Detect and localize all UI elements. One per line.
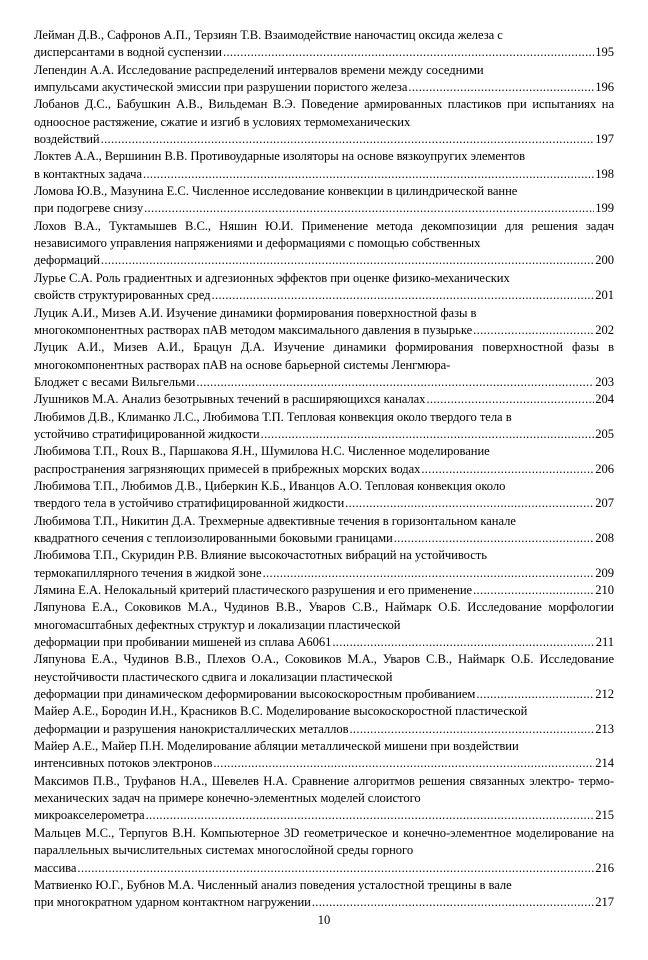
toc-entry-text: Любимова Т.П., Roux B., Паршакова Я.Н., Шумилова Н.С. Численное моделирование — [34, 444, 490, 459]
toc-entry-lastline — [34, 79, 614, 96]
toc-entry-tail: Лушников М.А. Анализ безотрывных течений в расширяющихся каналах — [34, 392, 426, 407]
dot-leader — [101, 252, 594, 269]
dot-leader — [144, 200, 594, 217]
toc-page-number: 210 — [595, 583, 614, 597]
toc-page-number: 195 — [595, 45, 614, 60]
toc-entry — [34, 218, 614, 270]
toc-entry-text: Луцик А.И., Мизев А.И. Изучение динамики формирования поверхностной фазы в — [34, 305, 477, 320]
toc-entry-tail: микроакселерометра — [34, 808, 145, 823]
toc-entry-tail: Блоджет с весами Вильгельми — [34, 374, 196, 389]
toc-entry — [34, 582, 614, 599]
toc-entry-text: Лейман Д.В., Сафронов А.П., Терзиян Т.В. Взаимодействие наночастиц оксида железа с — [34, 28, 503, 42]
toc-entry-text: Ломова Ю.В., Мазунина Е.С. Численное исследование конвекции в цилиндрической ванне — [34, 184, 518, 199]
dot-leader — [312, 894, 594, 911]
toc-entry-text: Любимов Д.В., Климанко Л.С., Любимова Т.П. Тепловая конвекция около твердого тела в — [34, 409, 512, 424]
toc-entry — [34, 773, 614, 825]
toc-entry-tail: воздействий — [34, 132, 100, 147]
toc-page-number: 200 — [595, 253, 614, 268]
toc-entry-lastline — [34, 374, 614, 391]
toc-entry — [34, 651, 614, 703]
toc-page-number: 207 — [595, 496, 614, 511]
toc-page-number: 202 — [595, 322, 614, 337]
dot-leader — [421, 461, 594, 478]
toc-entry-tail: при подогреве снизу — [34, 201, 144, 216]
toc-entry-lastline — [34, 755, 614, 772]
toc-entry-lastline — [34, 461, 614, 478]
toc-entry — [34, 409, 614, 444]
toc-entry-tail: устойчиво стратифицированной жидкости — [34, 426, 260, 441]
dot-leader — [223, 44, 594, 61]
toc-page-number: 205 — [595, 426, 614, 441]
toc-entry-lastline — [34, 200, 614, 217]
toc-entry-tail: квадратного сечения с теплоизолированными боковыми границами — [34, 530, 393, 545]
dot-leader — [77, 860, 594, 877]
toc-entry — [34, 62, 614, 97]
toc-entry-text: Лурье С.А. Роль градиентных и адгезионных эффектов при оценке физико-механических — [34, 270, 510, 285]
toc-entry-tail: распространения загрязняющих примесей в прибрежных морских водах — [34, 461, 421, 476]
toc-entry-tail: деформации при пробивании мишеней из сплава А6061 — [34, 635, 332, 650]
toc-entry-text: Любимова Т.П., Никитин Д.А. Трехмерные адвективные течения в горизонтальном канале — [34, 513, 516, 528]
toc-entry — [34, 27, 614, 62]
toc-page-number: 196 — [595, 80, 614, 95]
toc-entry-lastline — [34, 721, 614, 738]
toc-entry-tail: массива — [34, 860, 77, 875]
dot-leader — [212, 287, 595, 304]
toc-entry — [34, 305, 614, 340]
page-number: 10 — [317, 913, 331, 927]
toc-entry — [34, 703, 614, 738]
toc-entry-lastline — [34, 495, 614, 512]
toc-entry-tail: свойств структурированных сред — [34, 288, 211, 303]
toc-entry-text: Ляпунова Е.А., Соковиков М.А., Чудинов В.В., Уваров С.В., Наймарк О.Б. Исследование морфологии многомасштабных дефектных структур и локализации пластической — [34, 600, 614, 632]
toc-page-number: 198 — [595, 166, 614, 181]
toc-entry-lastline — [34, 44, 614, 61]
toc-entry-tail: дисперсантами в водной суспензии — [34, 45, 222, 60]
dot-leader — [473, 582, 594, 599]
toc-entry-lastline — [34, 807, 614, 824]
toc-page-number: 208 — [595, 530, 614, 545]
toc-entry-lastline — [34, 252, 614, 269]
toc-page-number: 215 — [595, 808, 614, 823]
toc-entry-tail: в контактных задача — [34, 166, 142, 181]
toc-entry-text: Майер А.Е., Бородин И.Н., Красников В.С. Моделирование высокоскоростной пластической — [34, 704, 528, 719]
toc-entry-lastline — [34, 530, 614, 547]
toc-entry — [34, 738, 614, 773]
toc-entry — [34, 391, 614, 408]
toc-entry-text: Лепендин А.А. Исследование распределений интервалов времени между соседними — [34, 62, 484, 77]
toc-entry — [34, 478, 614, 513]
table-of-contents — [34, 27, 614, 912]
toc-entry — [34, 148, 614, 183]
toc-entry-lastline — [34, 894, 614, 911]
toc-page-number: 199 — [595, 201, 614, 216]
toc-entry — [34, 96, 614, 148]
toc-page-number: 204 — [595, 392, 614, 407]
toc-entry-lastline — [34, 686, 614, 703]
toc-entry — [34, 443, 614, 478]
dot-leader — [101, 131, 595, 148]
toc-entry-lastline — [34, 131, 614, 148]
toc-entry — [34, 877, 614, 912]
toc-entry-tail: деформаций — [34, 253, 100, 268]
toc-entry-text: Локтев А.А., Вершинин В.В. Противоударные изоляторы на основе вязкоупругих элементов — [34, 149, 526, 164]
toc-entry — [34, 599, 614, 651]
toc-entry-tail: многокомпонентных растворах пАВ методом максимального давления в пузырьке — [34, 322, 473, 337]
toc-entry — [34, 547, 614, 582]
toc-entry-lastline — [34, 166, 614, 183]
toc-entry-lastline — [34, 582, 614, 599]
toc-entry-lastline — [34, 860, 614, 877]
toc-entry — [34, 270, 614, 305]
toc-entry-lastline — [34, 391, 614, 408]
toc-page-number: 213 — [595, 721, 614, 736]
toc-entry-text: Лохов В.А., Туктамышев В.С., Няшин Ю.И. Применение метода декомпозиции для решения задач независимого управления напряжениями и деформациями с помощью собственных — [34, 218, 614, 251]
toc-entry-tail: деформации и разрушения нанокристаллических металлов — [34, 721, 349, 736]
dot-leader — [143, 166, 594, 183]
toc-entry-tail: интенсивных потоков электронов — [34, 756, 213, 771]
toc-entry-tail: Лямина Е.А. Нелокальный критерий пластического разрушения и его применение — [34, 583, 473, 597]
toc-entry-tail: термокапиллярного течения в жидкой зоне — [34, 565, 262, 580]
toc-entry — [34, 513, 614, 548]
toc-entry-lastline — [34, 426, 614, 443]
dot-leader — [263, 565, 595, 582]
dot-leader — [408, 79, 594, 96]
dot-leader — [196, 374, 594, 391]
toc-entry-text: Майер А.Е., Майер П.Н. Моделирование абляции металлической мишени при воздействии — [34, 739, 519, 754]
dot-leader — [345, 495, 594, 512]
toc-entry-text: Мальцев М.С., Терпугов В.Н. Компьютерное 3D геометрическое и конечно-элементное моделирование на параллельных вычислительных системах многослойной среды горного — [34, 825, 614, 858]
dot-leader — [213, 755, 594, 772]
toc-page-number: 197 — [595, 132, 614, 147]
dot-leader — [394, 530, 595, 547]
dot-leader — [261, 426, 595, 443]
dot-leader — [426, 391, 594, 408]
toc-page-number: 203 — [595, 374, 614, 389]
toc-entry-lastline — [34, 322, 614, 339]
toc-entry-tail: твердого тела в устойчиво стратифицированной жидкости — [34, 496, 345, 511]
dot-leader — [473, 322, 594, 339]
toc-entry — [34, 825, 614, 877]
dot-leader — [349, 721, 594, 738]
dot-leader — [476, 686, 594, 703]
toc-entry-lastline — [34, 287, 614, 304]
toc-page-number: 212 — [595, 687, 614, 702]
toc-entry-text: Любимова Т.П., Любимов Д.В., Циберкин К.Б., Иванцов А.О. Тепловая конвекция около — [34, 478, 506, 493]
toc-page-number: 217 — [595, 895, 614, 910]
toc-entry-lastline — [34, 634, 614, 651]
toc-entry-text: Максимов П.В., Труфанов Н.А., Шевелев Н.А. Сравнение алгоритмов решения связанных электро- термо- механических задач на примере конечно-элементных моделей слоистого — [34, 773, 614, 806]
toc-entry-tail: при многократном ударном контактном нагружении — [34, 895, 311, 910]
toc-entry-text: Луцик А.И., Мизев А.И., Брацун Д.А. Изучение динамики формирования поверхностной фазы в многокомпонентных растворах пАВ на основе барьерной системы Ленгмюра- — [34, 340, 614, 372]
dot-leader — [146, 807, 595, 824]
dot-leader — [332, 634, 594, 651]
toc-entry-text: Любимова Т.П., Скуридин Р.В. Влияние высокочастотных вибраций на устойчивость — [34, 548, 487, 563]
toc-entry-tail: деформации при динамическом деформировании высокоскоростным пробиванием — [34, 687, 476, 702]
toc-entry-tail: импульсами акустической эмиссии при разрушении пористого железа — [34, 80, 408, 95]
toc-page-number: 216 — [595, 860, 614, 875]
toc-entry-text: Лобанов Д.С., Бабушкин А.В., Вильдеман В.Э. Поведение армированных пластиков при испытаниях на одноосное растяжение, сжатие и изгиб в условиях термомеханических — [34, 97, 614, 129]
toc-entry — [34, 183, 614, 218]
toc-page-number: 214 — [595, 756, 614, 771]
toc-entry — [34, 339, 614, 391]
toc-page-number: 206 — [595, 461, 614, 476]
toc-page-number: 201 — [595, 288, 614, 303]
toc-entry-lastline — [34, 565, 614, 582]
toc-entry-text: Матвиенко Ю.Г., Бубнов М.А. Численный анализ поведения усталостной трещины в вале — [34, 877, 512, 892]
toc-entry-text: Ляпунова Е.А., Чудинов В.В., Плехов О.А., Соковиков М.А., Уваров С.В., Наймарк О.Б. Исследование неустойчивости пластического сдвига и локализации пластической — [34, 652, 614, 684]
toc-page-number: 209 — [595, 565, 614, 580]
toc-page-number: 211 — [595, 635, 614, 650]
